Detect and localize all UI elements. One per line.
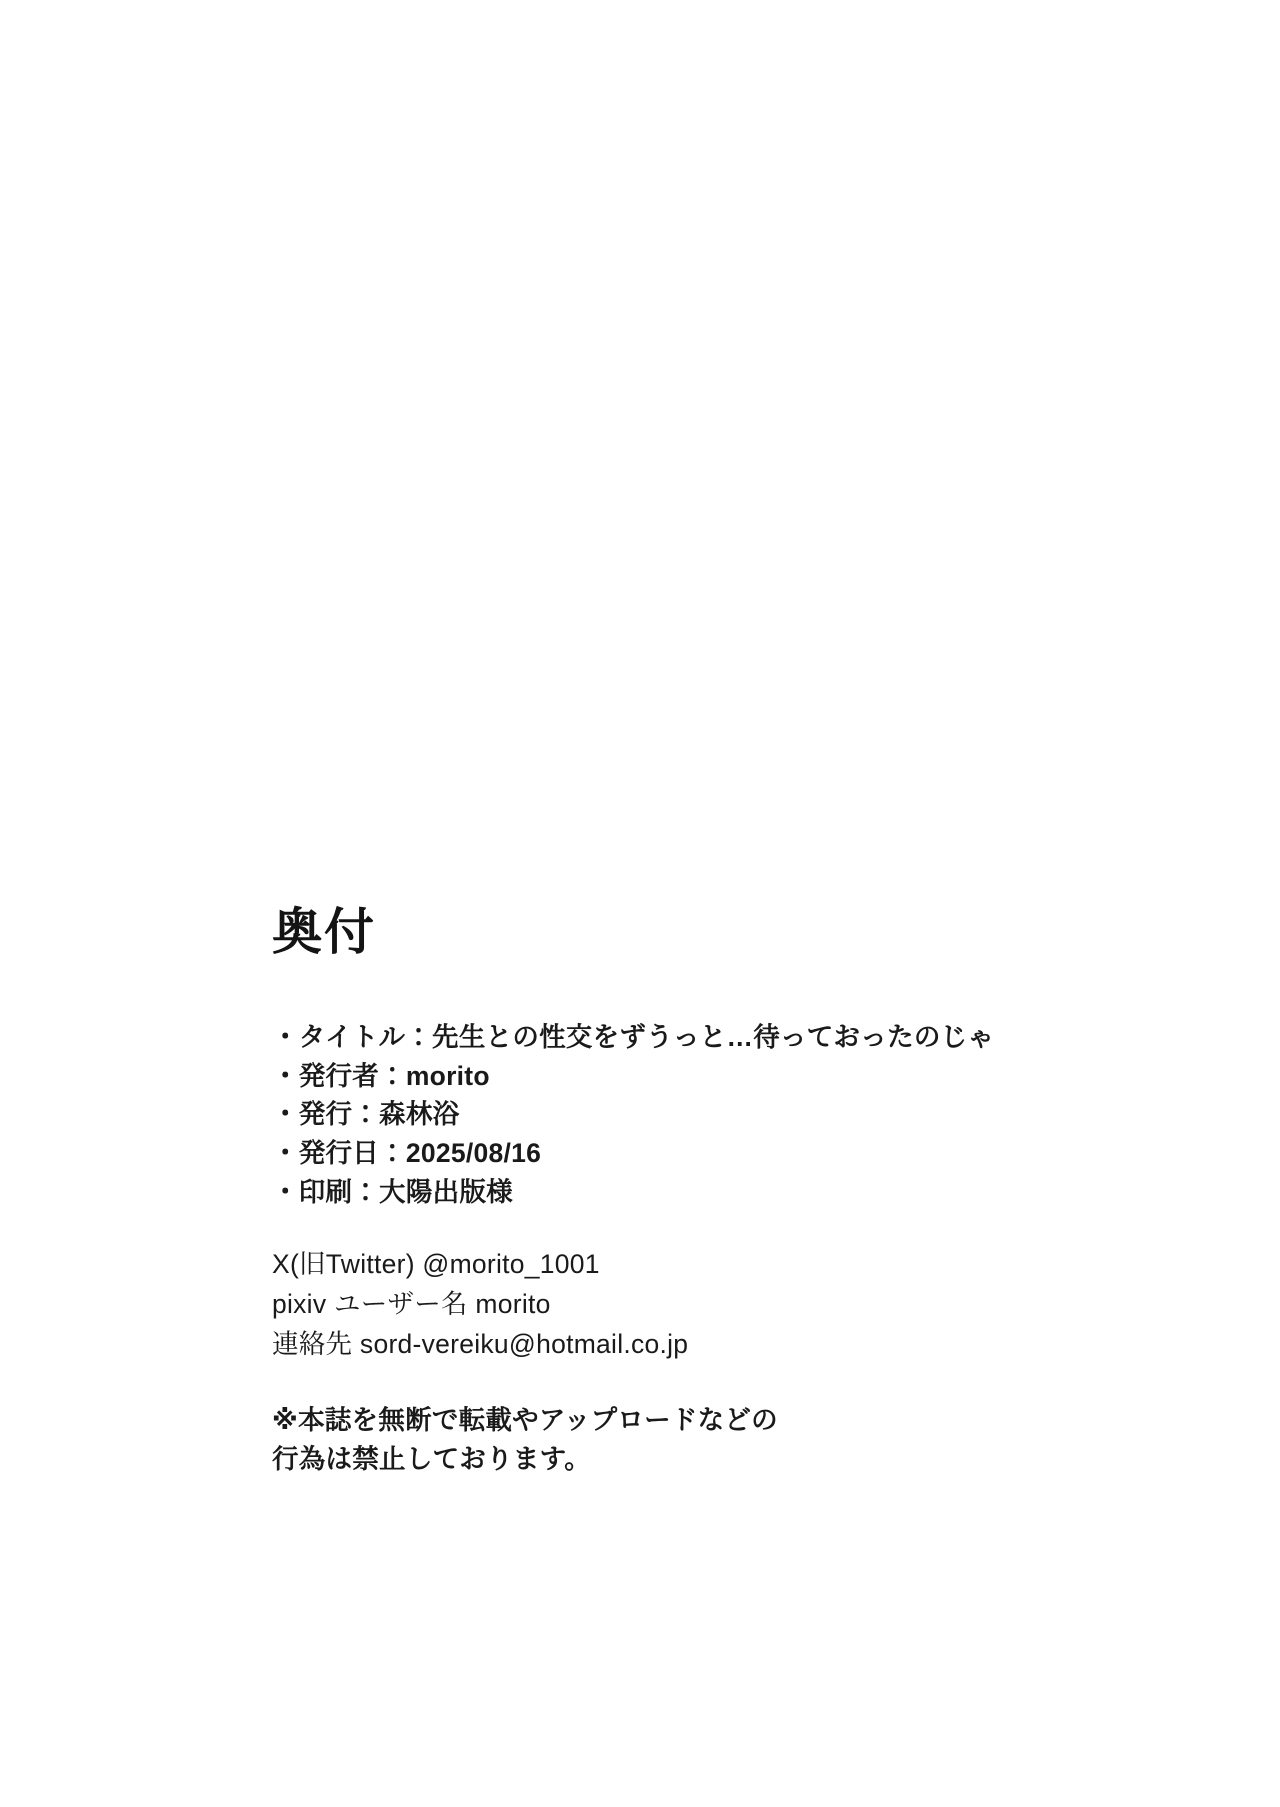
colophon-section [272,905,1132,1480]
notice-line-2: 行為は禁止しております。 [272,1444,592,1475]
copyright-notice-block [272,1401,1132,1481]
block-spacer [272,1365,1132,1401]
info-line-publisher-person: ・発行者：morito [272,1060,490,1091]
info-line-circle: ・発行：森林浴 [272,1099,460,1130]
info-line-title: ・タイトル：先生との性交をずうっと…待っておったのじゃ [272,1022,995,1052]
info-line-printer: ・印刷：大陽出版様 [272,1176,513,1207]
contact-line-email: 連絡先 sord-vereiku@hotmail.co.jp [272,1328,689,1359]
contact-line-twitter: X(旧Twitter) @morito_1001 [272,1249,600,1280]
contact-line-pixiv: pixiv ユーザー名 morito [272,1289,551,1320]
publication-info-block [272,1018,1132,1211]
block-spacer [272,1211,1132,1245]
notice-line-1: ※本誌を無断で転載やアップロードなどの [272,1404,778,1435]
contact-info-block [272,1245,1132,1364]
page-title: 奥付 [272,904,376,960]
info-line-publication-date: ・発行日：2025/08/16 [272,1138,542,1169]
